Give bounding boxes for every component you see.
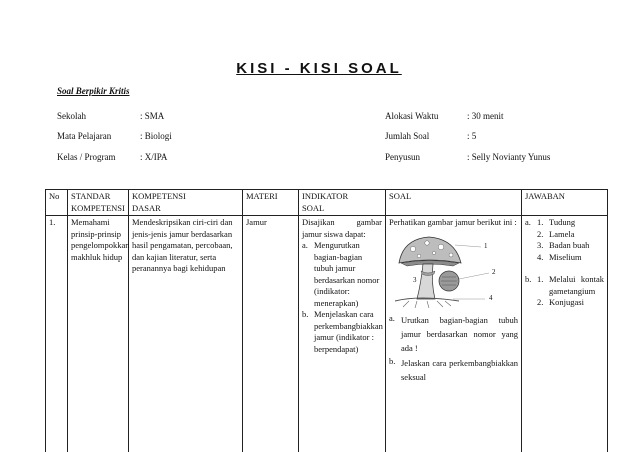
info-label-jumlah-soal: Jumlah Soal <box>385 131 430 141</box>
cell-indikator-soal <box>299 216 386 452</box>
jawaban-b-item: 2. Konjugasi <box>537 297 584 307</box>
document-title: KISI - KISI SOAL <box>236 60 402 77</box>
indikator-item-b: b. Menjelaskan cara perkembangbiakkan jamur (indikator : berpendapat) <box>302 309 383 354</box>
info-value-mata-pelajaran: : Biologi <box>140 131 172 141</box>
cell-no: 1. <box>46 216 68 452</box>
indikator-intro: Disajikan gambar jamur siswa dapat: <box>302 217 382 239</box>
document-subtitle: Soal Berpikir Kritis <box>57 86 130 96</box>
table-row <box>46 216 608 452</box>
jawaban-a: a. 1. Tudung 2. Lamela 3. Badan buah 4. Miselium <box>525 217 590 262</box>
info-value-sekolah: : SMA <box>140 111 165 121</box>
figure-label-2: 2 <box>492 267 496 276</box>
jawaban-a-item: 1. Tudung <box>537 217 576 227</box>
figure-label-1: 1 <box>484 241 488 250</box>
figure-label-4: 4 <box>489 293 493 302</box>
jawaban-b: b. 1. Melalui kontak gametangium 2. Konjugasi <box>525 274 604 307</box>
header-jawaban: JAWABAN <box>522 190 608 216</box>
header-kompetensi-dasar: KOMPETENSI DASAR <box>129 190 243 216</box>
cell-standar-kompetensi: Memahami prinsip-prinsip pengelompokkan makhluk hidup <box>68 216 129 452</box>
info-label-kelas: Kelas / Program <box>57 152 116 162</box>
jawaban-a-item: 4. Miselium <box>537 251 582 262</box>
jawaban-a-item: 2. Lamela <box>537 228 575 239</box>
info-value-alokasi-waktu: : 30 menit <box>467 111 504 121</box>
info-label-penyusun: Penyusun <box>385 152 421 162</box>
header-indikator-soal: INDIKATOR SOAL <box>299 190 386 216</box>
info-label-mata-pelajaran: Mata Pelajaran <box>57 131 112 141</box>
cell-soal <box>386 216 522 452</box>
cell-jawaban <box>522 216 608 452</box>
soal-item-b: b. Jelaskan cara perkembangbiakkan seksual <box>389 355 518 382</box>
jawaban-b-item: 1. Melalui kontak gametangium <box>537 274 604 296</box>
header-no: No <box>46 190 68 216</box>
table-header-row <box>46 190 608 216</box>
header-soal: SOAL <box>386 190 522 216</box>
mushroom-figure <box>389 233 511 309</box>
info-value-penyusun: : Selly Novianty Yunus <box>467 152 551 162</box>
info-label-alokasi-waktu: Alokasi Waktu <box>385 111 439 121</box>
info-label-sekolah: Sekolah <box>57 111 86 121</box>
info-value-jumlah-soal: : 5 <box>467 131 477 141</box>
soal-item-a: a. Urutkan bagian-bagian tubuh jamur berdasarkan nomor yang ada ! <box>389 312 518 353</box>
cell-kompetensi-dasar: Mendeskripsikan ciri-ciri dan jenis-jenis jamur berdasarkan hasil pengamatan, percobaan, dan kajian literatur, serta peranannya bagi kehidupan <box>129 216 243 452</box>
jawaban-a-item: 3. Badan buah <box>537 240 590 250</box>
indikator-item-a: a. Mengurutkan bagian-bagian tubuh jamur berdasarkan nomor (indikator: menerapkan) <box>302 240 380 308</box>
kisi-kisi-table <box>45 189 608 452</box>
header-standar-kompetensi: STANDAR KOMPETENSI <box>68 190 129 216</box>
soal-intro: Perhatikan gambar jamur berikut ini : <box>389 217 517 227</box>
figure-label-3: 3 <box>413 275 417 284</box>
info-value-kelas: : X/IPA <box>140 152 168 162</box>
cell-materi: Jamur <box>243 216 299 452</box>
header-materi: MATERI <box>243 190 299 216</box>
